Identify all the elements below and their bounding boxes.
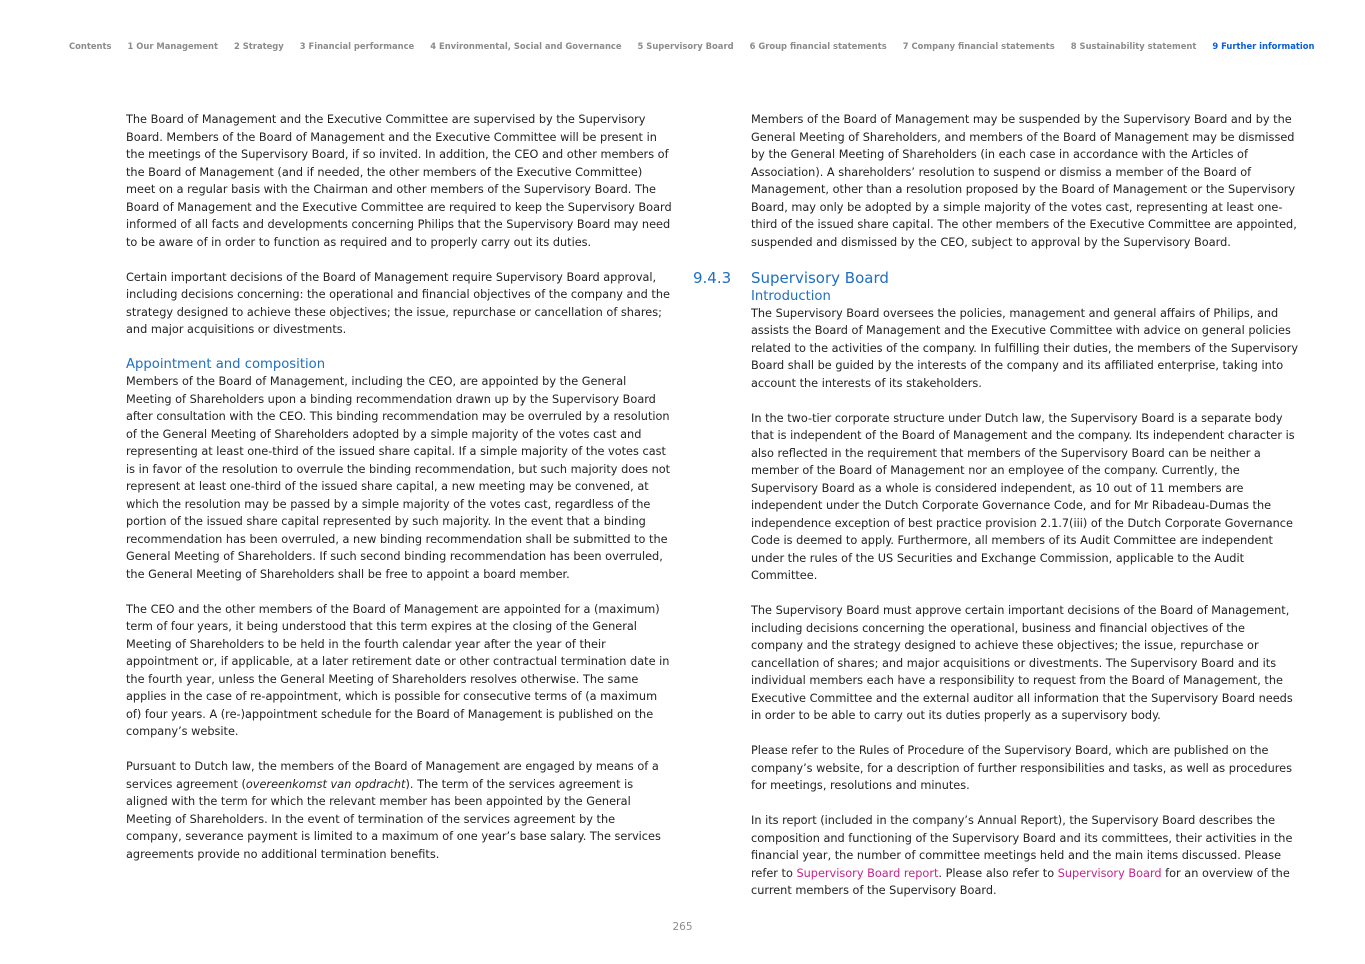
appointment-heading: Appointment and composition	[126, 357, 326, 372]
text: for an overview of the current members of the Supervisory Board.	[751, 866, 1290, 897]
section-number: 9.4.3	[693, 268, 732, 287]
section-heading	[693, 268, 1299, 305]
paragraph: The Supervisory Board must approve certain important decisions of the Board of Management, including decisions concerning the operational, business and financial objectives of the company and the strategy designed to achieve these objectives; the issue, repurchase or cancellation of shares; and major acquisitions or divestments. The Supervisory Board and its individual members each have a responsibility to request from the Board of Management, the Executive Committee and the external auditor all information that the Supervisory Board needs in order to be able to carry out its duties properly as a supervisory body.	[751, 604, 1293, 722]
text: Pursuant to Dutch law, the members of the Board of Management are engaged by means of a services agreement (	[126, 760, 659, 791]
nav-financial-performance[interactable]: 3 Financial performance	[299, 41, 415, 51]
paragraph: Please refer to the Rules of Procedure of the Supervisory Board, which are published on the company’s website, for a description of further responsibilities and tasks, as well as procedures for meetings, resolutions and minutes.	[751, 744, 1292, 792]
paragraph: Certain important decisions of the Board of Management require Supervisory Board approval, including decisions concerning: the operational and financial objectives of the company and the strategy designed to achieve these objectives; the issue, repurchase or cancellation of shares; and major acquisitions or divestments.	[126, 270, 670, 336]
nav-further-information[interactable]: 9 Further information	[1212, 41, 1315, 51]
introduction-heading: Introduction	[751, 288, 831, 304]
nav-our-management[interactable]: 1 Our Management	[127, 41, 219, 51]
nav-sustainability-statement[interactable]: 8 Sustainability statement	[1070, 41, 1197, 51]
nav-supervisory-board[interactable]: 5 Supervisory Board	[637, 41, 734, 51]
supervisory-board-report-link[interactable]: Supervisory Board report	[796, 866, 939, 880]
paragraph: In the two-tier corporate structure under Dutch law, the Supervisory Board is a separate body that is independent of the Board of Management and the company. Its independent character is also reflected in the requirement that members of the Supervisory Board can be neither a member of the Board of Management nor an employee of the company. Currently, the Supervisory Board as a whole is considered independent, as 10 out of 11 members are independent under the Dutch Corporate Governance Code, and for Mr Ribadeau-Dumas the independence exception of best practice provision 2.1.7(iii) of the Dutch Corporate Governance Code is deemed to apply. Furthermore, all members of its Audit Committee are independent under the rules of the US Securities and Exchange Commission, applicable to the Audit Committee.	[751, 411, 1295, 582]
text: ). The term of the services agreement is aligned with the term for which the relevant member has been appointed by the General Meeting of Shareholders. In the event of termination of the services agreement by the company, severance payment is limited to a maximum of one year’s base salary. The services agreements provide no additional termination benefits.	[126, 777, 661, 861]
italic-term: overeenkomst van opdracht	[245, 777, 406, 791]
nav-group-financial-statements[interactable]: 6 Group financial statements	[749, 41, 887, 51]
top-navigation	[69, 39, 1331, 53]
supervisory-board-link[interactable]: Supervisory Board	[1057, 866, 1162, 880]
paragraph: Members of the Board of Management may be suspended by the Supervisory Board and by the General Meeting of Shareholders, and members of the Board of Management may be dismissed by the General Meeting of Shareholders (in each case in accordance with the Articles of Association). A shareholders’ resolution to suspend or dismiss a member of the Board of Management, other than a resolution proposed by the Board of Management or the Supervisory Board, may only be adopted by a simple majority of the votes cast, representing at least one-third of the issued share capital. The other members of the Executive Committee are appointed, suspended and dismissed by the CEO, subject to approval by the Supervisory Board.	[751, 113, 1297, 249]
section-title: Supervisory Board	[751, 268, 889, 287]
left-column	[126, 111, 674, 881]
paragraph: The CEO and the other members of the Board of Management are appointed for a (maximum) term of four years, it being understood that this term expires at the closing of the General Meeting of Shareholders to be held in the fourth calendar year after the year of their appointment or, if applicable, at a later retirement date or other contractual termination date in the fourth year, unless the General Meeting of Shareholders resolves otherwise. The same applies in the case of re-appointment, which is possible for consecutive terms of (a maximum of) four years. A (re-)appointment schedule for the Board of Management is published on the company’s website.	[126, 602, 670, 738]
paragraph: Members of the Board of Management, including the CEO, are appointed by the General Meeting of Shareholders upon a binding recommendation drawn up by the Supervisory Board after consultation with the CEO. This binding recommendation may be overruled by a resolution of the General Meeting of Shareholders adopted by a simple majority of the votes cast and representing at least one-third of the issued share capital. If a simple majority of the votes cast is in favor of the resolution to overrule the binding recommendation, but such majority does not represent at least one-third of the issued share capital, a new meeting may be convened, at which the resolution may be passed by a simple majority of the votes cast, regardless of the portion of the issued share capital represented by such majority. In the event that a binding recommendation has been overruled, a new binding recommendation shall be submitted to the General Meeting of Shareholders. If such second binding recommendation has been overruled, the General Meeting of Shareholders shall be free to appoint a board member.	[126, 375, 671, 581]
paragraph: The Board of Management and the Executive Committee are supervised by the Supervisory Board. Members of the Board of Management and the Executive Committee will be present in the meetings of the Supervisory Board, if so invited. In addition, the CEO and other members of the Board of Management (and if needed, the other members of the Executive Committee) meet on a regular basis with the Chairman and other members of the Supervisory Board. The Board of Management and the Executive Committee are required to keep the Supervisory Board informed of all facts and developments concerning Philips that the Supervisory Board may need to be aware of in order to function as required and to properly carry out its duties.	[126, 113, 672, 249]
nav-strategy[interactable]: 2 Strategy	[234, 41, 284, 51]
nav-company-financial-statements[interactable]: 7 Company financial statements	[902, 41, 1055, 51]
right-column	[693, 111, 1299, 917]
paragraph: The Supervisory Board oversees the policies, management and general affairs of Philips, and assists the Board of Management and the Executive Committee with advice on general policies related to the activities of the company. In fulfilling their duties, the members of the Supervisory Board shall be guided by the interests of the company and its affiliated enterprise, taking into account the interests of its stakeholders.	[751, 306, 1299, 390]
paragraph	[751, 812, 1299, 900]
text: In its report (included in the company’s Annual Report), the Supervisory Board describes the composition and functioning of the Supervisory Board and its committees, their activities in the financial year, the number of committee meetings held and the main items discussed. Please refer to	[751, 814, 1293, 880]
paragraph	[126, 758, 674, 863]
nav-contents[interactable]: Contents	[69, 41, 112, 51]
text: . Please also refer to	[938, 866, 1058, 880]
page-number: 265	[672, 921, 693, 933]
nav-esg[interactable]: 4 Environmental, Social and Governance	[430, 41, 622, 51]
